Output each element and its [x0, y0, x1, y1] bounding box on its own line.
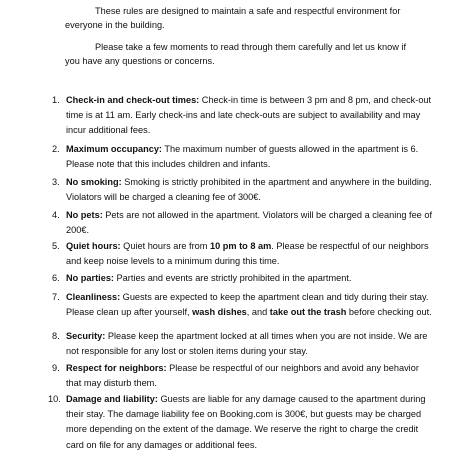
rule-number: 10.	[48, 394, 61, 404]
rule-title: No smoking:	[66, 177, 122, 187]
intro-paragraph-2-line-1: Please take a few moments to read through them carefully and let us know if	[95, 42, 407, 52]
rule-text-before: Quiet hours are from	[120, 241, 210, 251]
rule-body	[66, 142, 434, 172]
rule-body	[66, 290, 434, 320]
rule-title: Security:	[66, 331, 106, 341]
rule-title: Quiet hours:	[66, 241, 121, 251]
rule-text-after: . Please be respectful of our neighbors and keep noise levels to a minimum during this time.	[66, 241, 429, 267]
intro-paragraph-2-line-2: you have any questions or concerns.	[65, 56, 215, 66]
rule-bold-take-out-trash: take out the trash	[269, 307, 347, 318]
rule-text: Please keep the apartment locked at all times when you are not inside. We are not responsible for any lost or stolen items during your stay.	[66, 331, 428, 357]
rule-title: Cleanliness:	[66, 292, 121, 302]
rule-title: Damage and liability:	[66, 394, 158, 404]
intro-paragraph-1-line-2: everyone in the building.	[65, 20, 165, 30]
rule-number: 3.	[52, 177, 60, 187]
rule-text: Please be respectful of our neighbors and avoid any behavior that may disturb them.	[66, 363, 419, 389]
rule-body	[66, 175, 434, 205]
rule-title: Check-in and check-out times:	[66, 95, 200, 105]
rule-text: Smoking is strictly prohibited in the apartment and anywhere in the building. Violators will be charged a cleaning fee of 300€.	[66, 177, 432, 203]
rule-text: The maximum number of guests allowed in the apartment is 6. Please note that this includes children and infants.	[66, 144, 419, 170]
rule-text-mid: , and	[246, 307, 270, 318]
rule-bold-quiet-hours: 10 pm to 8 am	[209, 241, 272, 251]
rule-text-after: before checking out.	[346, 307, 432, 318]
rule-text: Parties and events are strictly prohibited in the apartment.	[114, 273, 352, 283]
rule-body	[66, 361, 434, 391]
rule-title: Maximum occupancy:	[66, 144, 162, 154]
rule-title: Respect for neighbors:	[66, 363, 167, 373]
rule-body	[66, 239, 434, 269]
rule-number: 1.	[52, 95, 60, 105]
rule-body	[66, 392, 434, 453]
rule-number: 9.	[52, 363, 60, 373]
rule-body	[66, 208, 434, 238]
rule-body	[66, 271, 434, 286]
rule-bold-wash-dishes: wash dishes	[192, 307, 247, 318]
rule-text: Check-in time is between 3 pm and 8 pm, and check-out time is at 11 am. Early check-ins and late check-outs are subject to availability and may incur additional fees.	[66, 95, 432, 136]
rule-title: No pets:	[66, 210, 103, 220]
rule-text: Guests are liable for any damage caused to the apartment during their stay. The damage liability fee on Booking.com is 300€, but guests may be charged more depending on the extent of the damage. We reserve the right to charge the credit card on file for any damages or additional fees.	[66, 394, 426, 450]
rule-number: 2.	[52, 144, 60, 154]
rule-number: 8.	[52, 331, 60, 341]
rule-body	[66, 329, 434, 359]
rule-text-before: Guests are expected to keep the apartment clean and tidy during their stay. Please clean up after yourself,	[66, 292, 429, 318]
rule-text: Pets are not allowed in the apartment. Violators will be charged a cleaning fee of 200€.	[66, 210, 432, 236]
rule-number: 5.	[52, 241, 60, 251]
rule-body	[66, 93, 434, 139]
rule-number: 7.	[52, 292, 60, 302]
rule-number: 6.	[52, 273, 60, 283]
rule-title: No parties:	[66, 273, 114, 283]
intro-paragraph-1-line-1: These rules are designed to maintain a safe and respectful environment for	[95, 6, 401, 16]
rule-number: 4.	[52, 210, 60, 220]
